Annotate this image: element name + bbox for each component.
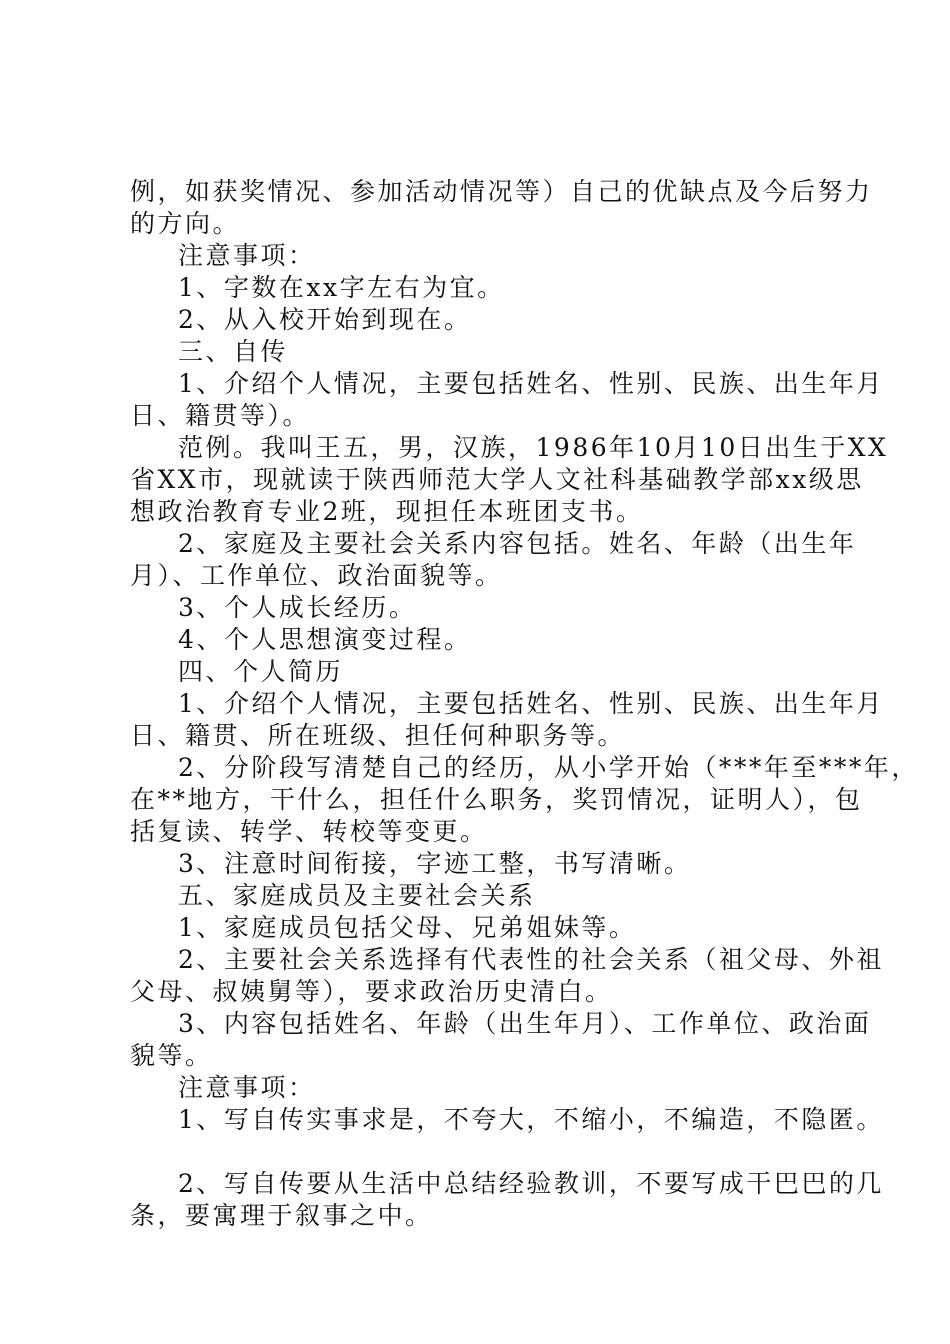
text-line: 范例。我叫王五，男，汉族，1986年10月10日出生于XX (178, 433, 889, 462)
text-line: 在**地方，干什么，担任什么职务，奖罚情况，证明人），包 (130, 785, 863, 814)
text-line: 日、籍贯、所在班级、担任何种职务等。 (130, 721, 626, 750)
text-line: 2、主要社会关系选择有代表性的社会关系（祖父母、外祖 (178, 945, 884, 974)
text-line: 日、籍贯等）。 (130, 401, 311, 430)
text-line: 例，如获奖情况、参加活动情况等）自己的优缺点及今后努力 (130, 177, 873, 206)
text-line: 1、介绍个人情况，主要包括姓名、性别、民族、出生年月 (178, 689, 884, 718)
section-heading: 注意事项： (178, 241, 316, 270)
text-line: 2、分阶段写清楚自己的经历，从小学开始（***年至***年， (178, 753, 919, 782)
text-line: 3、内容包括姓名、年龄（出生年月）、工作单位、政治面 (178, 1009, 872, 1038)
text-line: 2、家庭及主要社会关系内容包括。姓名、年龄（出生年 (178, 529, 857, 558)
section-heading: 四、个人简历 (178, 657, 344, 686)
section-heading: 五、家庭成员及主要社会关系 (178, 881, 536, 910)
section-heading: 注意事项： (178, 1073, 316, 1102)
text-line: 2、从入校开始到现在。 (178, 305, 472, 334)
text-line: 3、注意时间衔接，字迹工整，书写清晰。 (178, 849, 692, 878)
text-line: 1、家庭成员包括父母、兄弟姐妹等。 (178, 913, 637, 942)
text-line: 4、个人思想演变过程。 (178, 625, 472, 654)
text-line: 1、写自传实事求是，不夸大，不缩小，不编造，不隐匿。 (178, 1105, 884, 1134)
text-line: 1、字数在xx字左右为宜。 (178, 273, 505, 302)
text-line: 省XX市，现就读于陕西师范大学人文社科基础教学部xx级思 (130, 465, 864, 494)
text-line: 1、介绍个人情况，主要包括姓名、性别、民族、出生年月 (178, 369, 884, 398)
text-line: 的方向。 (130, 209, 241, 238)
text-line: 月）、工作单位、政治面貌等。 (130, 561, 503, 590)
text-line: 括复读、转学、转校等变更。 (130, 817, 488, 846)
text-line: 条，要寓理于叙事之中。 (130, 1201, 433, 1230)
text-line: 2、写自传要从生活中总结经验教训，不要写成干巴巴的几 (178, 1169, 884, 1198)
text-line: 父母、叔姨舅等），要求政治历史清白。 (130, 977, 613, 1006)
section-heading: 三、自传 (178, 337, 289, 366)
text-line: 貌等。 (130, 1041, 213, 1070)
text-line: 3、个人成长经历。 (178, 593, 417, 622)
text-line: 想政治教育专业2班，现担任本班团支书。 (130, 497, 644, 526)
